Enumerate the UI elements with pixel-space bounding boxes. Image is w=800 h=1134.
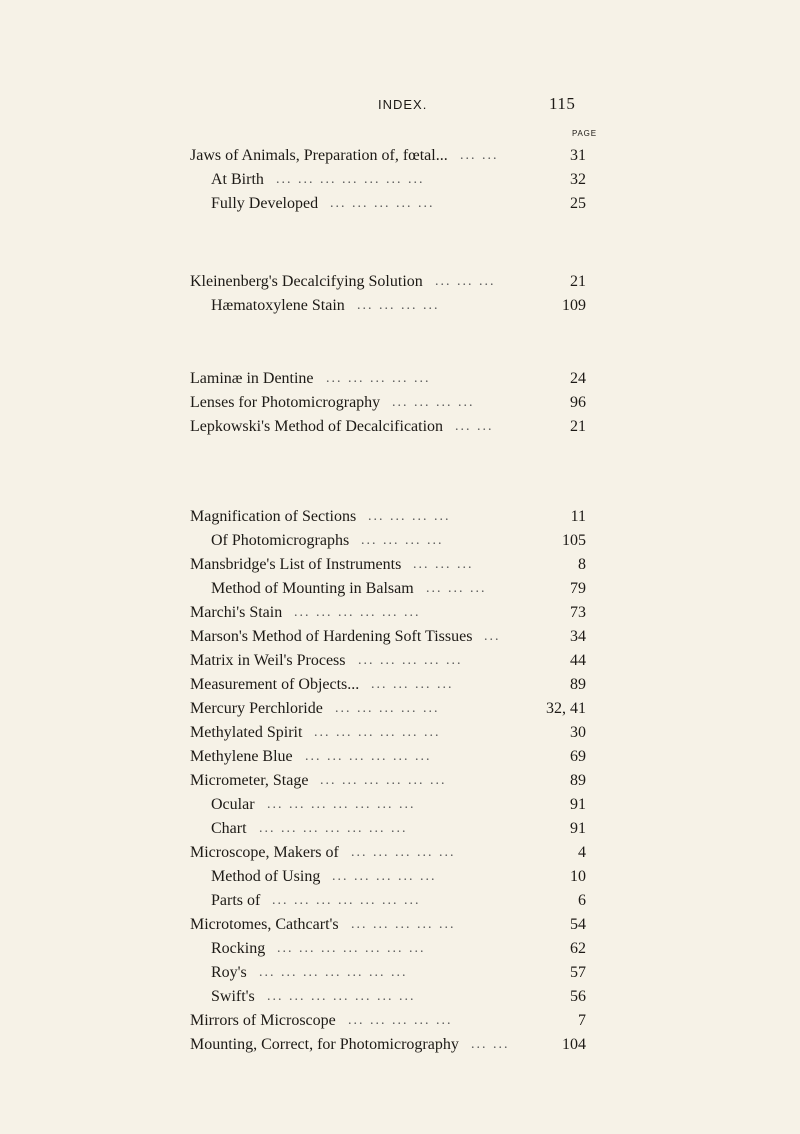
- entry-page: 8: [578, 556, 586, 573]
- entry-page: 73: [570, 604, 586, 621]
- dot-leader: ... ... ... ... ... ... ...: [276, 172, 425, 187]
- index-entry: [0, 391, 800, 415]
- entry-label: Ocular: [211, 796, 255, 813]
- dot-leader: ... ... ... ...: [392, 395, 475, 410]
- entry-label: Kleinenberg's Decalcifying Solution: [190, 273, 423, 290]
- index-entry: [0, 367, 800, 391]
- dot-leader: ...: [484, 629, 501, 644]
- entry-label: Method of Using: [211, 868, 321, 885]
- dot-leader: ... ... ...: [426, 581, 487, 596]
- dot-leader: ... ... ... ... ... ... ...: [272, 893, 421, 908]
- index-entry: [0, 793, 800, 817]
- index-entry: [0, 649, 800, 673]
- entry-label: Marchi's Stain: [190, 604, 283, 621]
- entry-label: Methylene Blue: [190, 748, 293, 765]
- dot-leader: ... ... ... ... ...: [348, 1013, 453, 1028]
- entry-page: 109: [562, 297, 586, 314]
- index-entry: [0, 769, 800, 793]
- page-number: 115: [549, 94, 576, 113]
- index-entry: [0, 889, 800, 913]
- entry-page: 54: [570, 916, 586, 933]
- entry-page: 24: [570, 370, 586, 387]
- entry-label: Microscope, Makers of: [190, 844, 339, 861]
- entry-page: 89: [570, 772, 586, 789]
- entry-page: 30: [570, 724, 586, 741]
- entry-page: 25: [570, 195, 586, 212]
- entry-label: Method of Mounting in Balsam: [211, 580, 414, 597]
- dot-leader: ... ... ... ... ...: [335, 701, 440, 716]
- dot-leader: ... ... ... ... ... ...: [314, 725, 441, 740]
- entry-page: 62: [570, 940, 586, 957]
- index-entry: [0, 961, 800, 985]
- entry-label: Methylated Spirit: [190, 724, 303, 741]
- entry-label: Measurement of Objects...: [190, 676, 360, 693]
- entry-label: Rocking: [211, 940, 266, 957]
- entry-label: Fully Developed: [211, 195, 319, 212]
- entry-label: Roy's: [211, 964, 247, 981]
- dot-leader: ... ... ... ...: [371, 677, 454, 692]
- index-entry: [0, 577, 800, 601]
- entry-page: 32, 41: [546, 700, 586, 717]
- index-entry: [0, 192, 800, 216]
- index-entry: [0, 601, 800, 625]
- index-entry: [0, 1009, 800, 1033]
- dot-leader: ... ...: [471, 1037, 510, 1052]
- index-entry: [0, 721, 800, 745]
- index-entry: [0, 625, 800, 649]
- entry-page: 21: [570, 418, 586, 435]
- entry-page: 34: [570, 628, 586, 645]
- dot-leader: ... ... ...: [413, 557, 474, 572]
- dot-leader: ... ... ... ... ... ... ...: [267, 989, 416, 1004]
- entry-page: 79: [570, 580, 586, 597]
- index-entry: [0, 841, 800, 865]
- entry-label: Lepkowski's Method of Decalcification: [190, 418, 444, 435]
- dot-leader: ... ...: [460, 148, 499, 163]
- entry-label: Parts of: [211, 892, 261, 909]
- dot-leader: ... ... ... ... ... ...: [305, 749, 432, 764]
- index-entry: [0, 937, 800, 961]
- dot-leader: ... ... ... ...: [368, 509, 451, 524]
- entry-label: Of Photomicrographs: [211, 532, 350, 549]
- entry-label: Lenses for Photomicrography: [190, 394, 381, 411]
- entry-label: Laminæ in Dentine: [190, 370, 314, 387]
- entry-page: 7: [578, 1012, 586, 1029]
- dot-leader: ... ... ... ... ... ...: [320, 773, 447, 788]
- dot-leader: ... ... ... ... ... ... ...: [277, 941, 426, 956]
- index-entry: [0, 553, 800, 577]
- index-entry: [0, 1033, 800, 1057]
- index-entry: [0, 817, 800, 841]
- entry-label: Mirrors of Microscope: [190, 1012, 336, 1029]
- entry-page: 6: [578, 892, 586, 909]
- index-entry: [0, 697, 800, 721]
- dot-leader: ... ... ... ... ...: [351, 845, 456, 860]
- entry-page: 96: [570, 394, 586, 411]
- page-column-label: PAGE: [572, 129, 597, 138]
- dot-leader: ... ... ... ... ...: [358, 653, 463, 668]
- dot-leader: ... ... ...: [435, 274, 496, 289]
- entry-label: Hæmatoxylene Stain: [211, 297, 345, 314]
- entry-page: 91: [570, 820, 586, 837]
- index-entry: [0, 673, 800, 697]
- dot-leader: ... ... ... ... ... ... ...: [259, 965, 408, 980]
- running-title: INDEX.: [378, 97, 428, 112]
- index-entry: [0, 913, 800, 937]
- entry-label: Microtomes, Cathcart's: [190, 916, 339, 933]
- entry-page: 56: [570, 988, 586, 1005]
- entry-page: 105: [562, 532, 586, 549]
- entry-page: 44: [570, 652, 586, 669]
- dot-leader: ... ... ... ...: [361, 533, 444, 548]
- index-entry: [0, 745, 800, 769]
- index-entry: [0, 144, 800, 168]
- entry-page: 89: [570, 676, 586, 693]
- entry-label: Mercury Perchloride: [190, 700, 323, 717]
- entry-label: Mounting, Correct, for Photomicrography: [190, 1036, 459, 1053]
- entry-page: 11: [570, 508, 586, 525]
- entry-page: 21: [570, 273, 586, 290]
- index-entry: [0, 985, 800, 1009]
- entry-page: 31: [570, 147, 586, 164]
- entry-page: 91: [570, 796, 586, 813]
- entry-label: At Birth: [211, 171, 264, 188]
- index-entry: [0, 168, 800, 192]
- dot-leader: ... ... ... ... ...: [326, 371, 431, 386]
- entry-label: Matrix in Weil's Process: [190, 652, 346, 669]
- dot-leader: ... ... ... ...: [357, 298, 440, 313]
- entry-label: Magnification of Sections: [190, 508, 357, 525]
- index-entry: [0, 270, 800, 294]
- index-entry: [0, 505, 800, 529]
- dot-leader: ... ... ... ... ... ...: [294, 605, 421, 620]
- entry-label: Marson's Method of Hardening Soft Tissues: [190, 628, 473, 645]
- index-entry: [0, 415, 800, 439]
- dot-leader: ... ... ... ... ... ... ...: [259, 821, 408, 836]
- entry-label: Micrometer, Stage: [190, 772, 309, 789]
- index-entry: [0, 865, 800, 889]
- entry-label: Mansbridge's List of Instruments: [190, 556, 402, 573]
- entry-label: Chart: [211, 820, 247, 837]
- entry-page: 10: [570, 868, 586, 885]
- index-entry: [0, 529, 800, 553]
- dot-leader: ... ... ... ... ... ... ...: [267, 797, 416, 812]
- entry-page: 57: [570, 964, 586, 981]
- entry-page: 104: [562, 1036, 586, 1053]
- entry-label: Jaws of Animals, Preparation of, fœtal...: [190, 147, 448, 164]
- entry-page: 32: [570, 171, 586, 188]
- dot-leader: ... ... ... ... ...: [330, 196, 435, 211]
- entry-page: 69: [570, 748, 586, 765]
- index-entry: [0, 294, 800, 318]
- entry-page: 4: [578, 844, 586, 861]
- dot-leader: ... ...: [455, 419, 494, 434]
- dot-leader: ... ... ... ... ...: [332, 869, 437, 884]
- dot-leader: ... ... ... ... ...: [351, 917, 456, 932]
- entry-label: Swift's: [211, 988, 255, 1005]
